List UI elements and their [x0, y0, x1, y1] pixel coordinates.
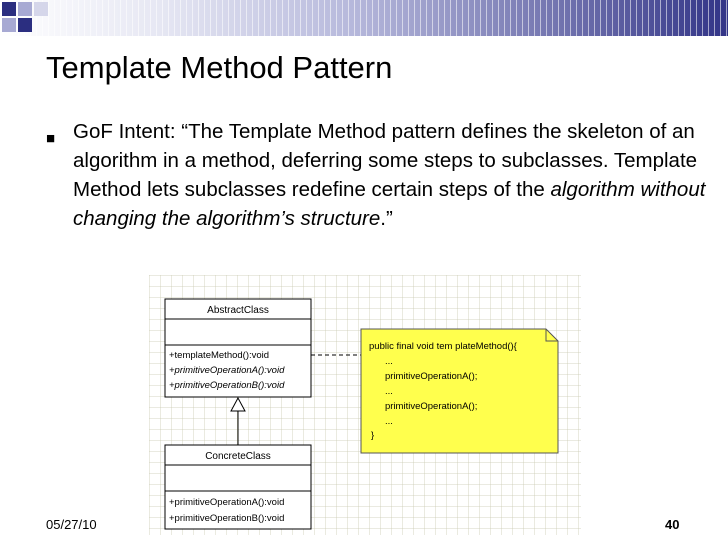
page-number: 40 [665, 517, 680, 532]
bullet-suffix: .” [380, 207, 393, 230]
concrete-method: +primitiveOperationA():void [169, 497, 285, 508]
decorative-header-bar [0, 0, 728, 36]
bullet-prefix: GoF Intent: “The Template Method pattern defines the skeleton of an algorithm in a method, deferring some steps to subclasses. Template Method lets subclasses redefine certain steps of the [73, 120, 698, 201]
decorative-square [2, 18, 16, 32]
abstract-class-box[interactable] [165, 299, 311, 397]
note-line: ... [385, 386, 393, 397]
decorative-square [18, 18, 32, 32]
concrete-class-box[interactable] [165, 445, 311, 529]
abstract-class-name: AbstractClass [207, 305, 269, 316]
note-line: ... [385, 356, 393, 367]
decorative-square [2, 2, 16, 16]
note-line: public final void tem plateMethod(){ [369, 341, 517, 352]
decorative-square [18, 2, 32, 16]
concrete-method: +primitiveOperationB():void [169, 513, 285, 524]
slide-title: Template Method Pattern [46, 50, 393, 85]
concrete-class-name: ConcreteClass [205, 451, 271, 462]
bullet-text [73, 117, 713, 233]
abstract-method: +primitiveOperationB():void [169, 380, 285, 391]
note-line: primitiveOperationA(); [385, 371, 478, 382]
uml-diagram [149, 275, 581, 535]
abstract-method: +primitiveOperationA():void [169, 365, 285, 376]
bullet-emphasis: algorithm without changing the algorithm’s structure [73, 178, 706, 230]
abstract-method: +templateMethod():void [169, 350, 270, 361]
footer-date: 05/27/10 [46, 517, 97, 532]
code-note[interactable] [361, 329, 558, 453]
note-line: } [371, 430, 375, 441]
note-line: primitiveOperationA(); [385, 401, 478, 412]
note-line: ... [385, 416, 393, 427]
bullet-icon: ■ [46, 130, 56, 147]
decorative-square [34, 2, 48, 16]
